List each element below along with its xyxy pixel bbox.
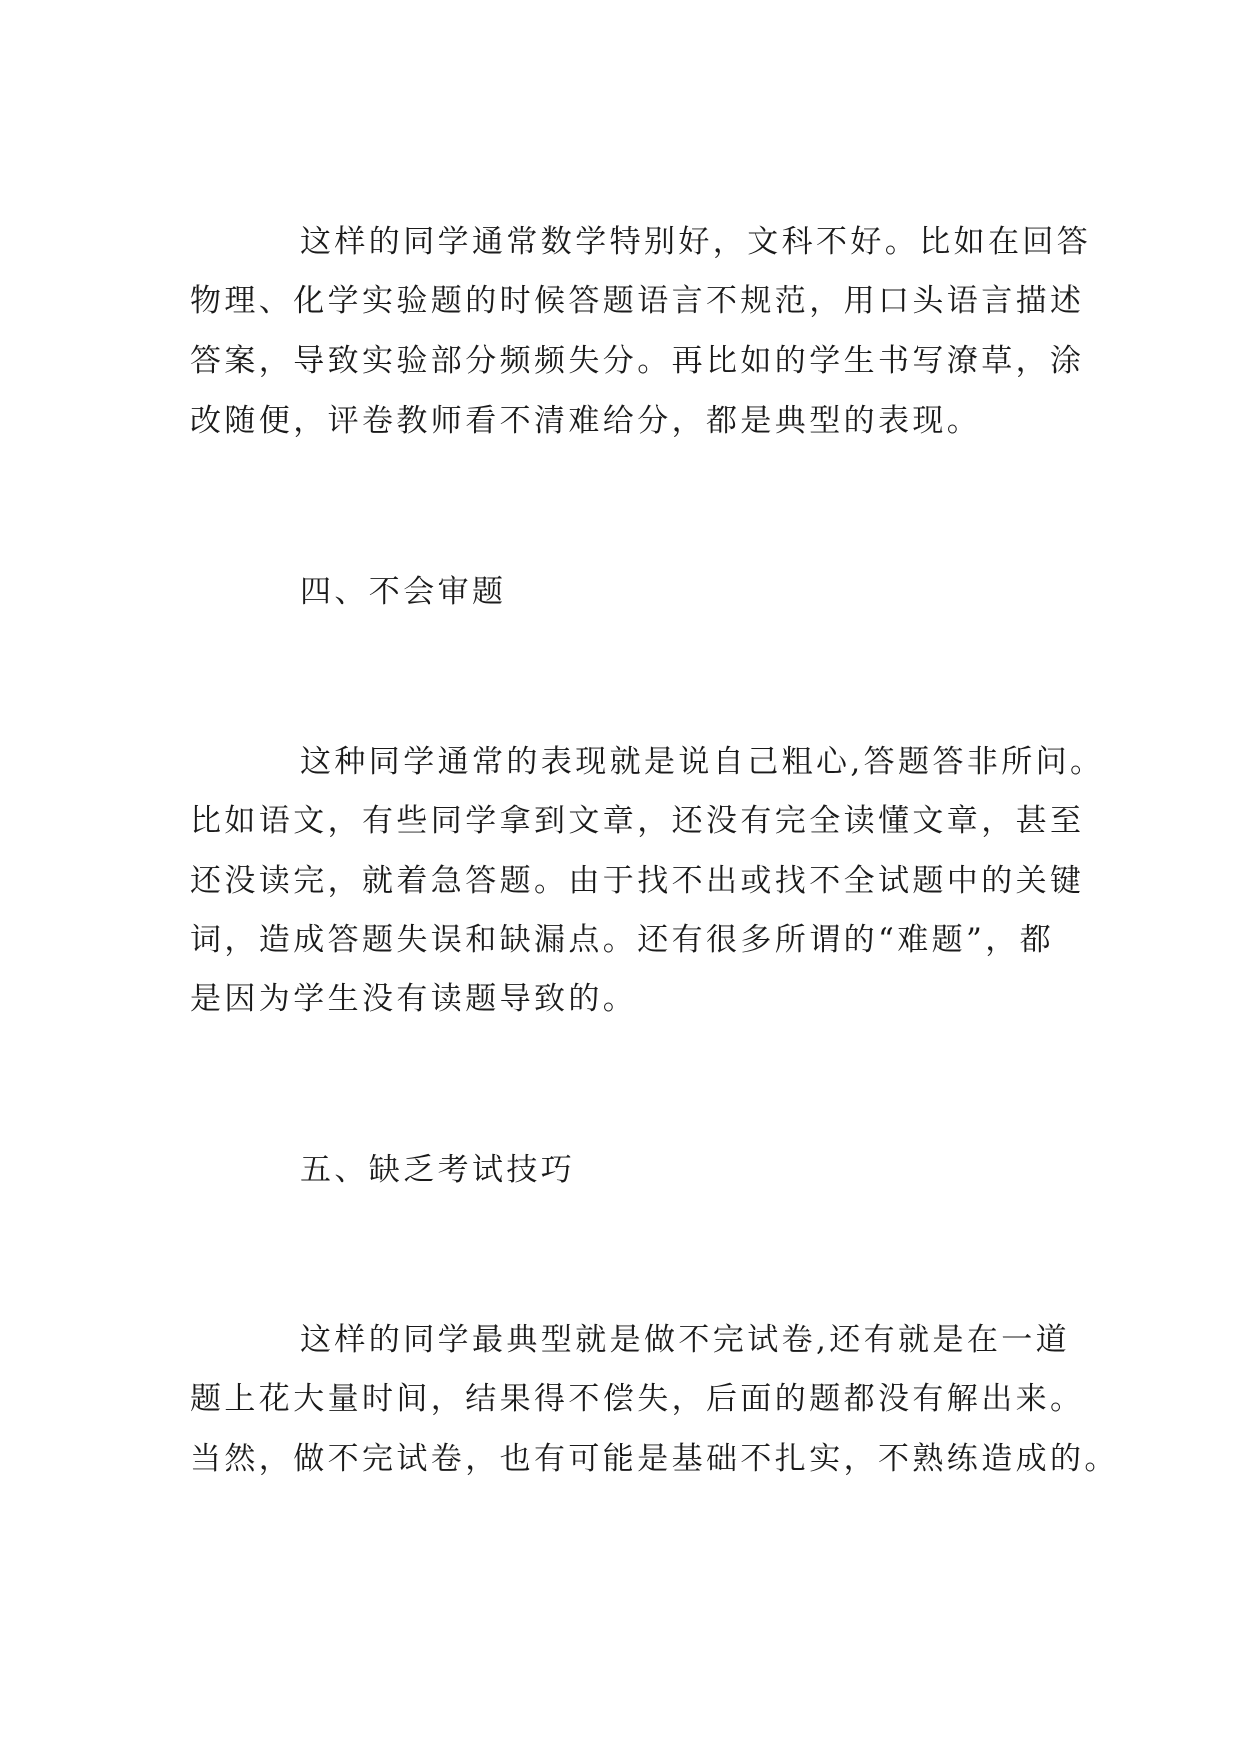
paragraph-2-line-1: 这种同学通常的表现就是说自己粗心,答题答非所问。 bbox=[300, 744, 1105, 780]
paragraph-2-line-2: 比如语文，有些同学拿到文章，还没有完全读懂文章，甚至 bbox=[190, 803, 1085, 839]
paragraph-3-line-2: 题上花大量时间，结果得不偿失，后面的题都没有解出来。 bbox=[190, 1381, 1085, 1417]
section-heading-5: 五、缺乏考试技巧 bbox=[300, 1152, 576, 1188]
paragraph-1-line-3: 答案，导致实验部分频频失分。再比如的学生书写潦草，涂 bbox=[190, 343, 1085, 379]
paragraph-3-line-3: 当然，做不完试卷，也有可能是基础不扎实，不熟练造成的。 bbox=[190, 1441, 1119, 1477]
paragraph-2-line-3: 还没读完，就着急答题。由于找不出或找不全试题中的关键 bbox=[190, 863, 1085, 899]
paragraph-1-line-2: 物理、化学实验题的时候答题语言不规范，用口头语言描述 bbox=[190, 283, 1085, 319]
paragraph-2-line-5: 是因为学生没有读题导致的。 bbox=[190, 981, 638, 1017]
section-heading-4: 四、不会审题 bbox=[300, 574, 507, 610]
paragraph-1-line-1: 这样的同学通常数学特别好，文科不好。比如在回答 bbox=[300, 224, 1092, 260]
paragraph-3-line-1: 这样的同学最典型就是做不完试卷,还有就是在一道 bbox=[300, 1322, 1071, 1358]
paragraph-1-line-4: 改随便，评卷教师看不清难给分，都是典型的表现。 bbox=[190, 403, 982, 439]
paragraph-2-line-4: 词，造成答题失误和缺漏点。还有很多所谓的“难题”，都 bbox=[190, 922, 1055, 958]
